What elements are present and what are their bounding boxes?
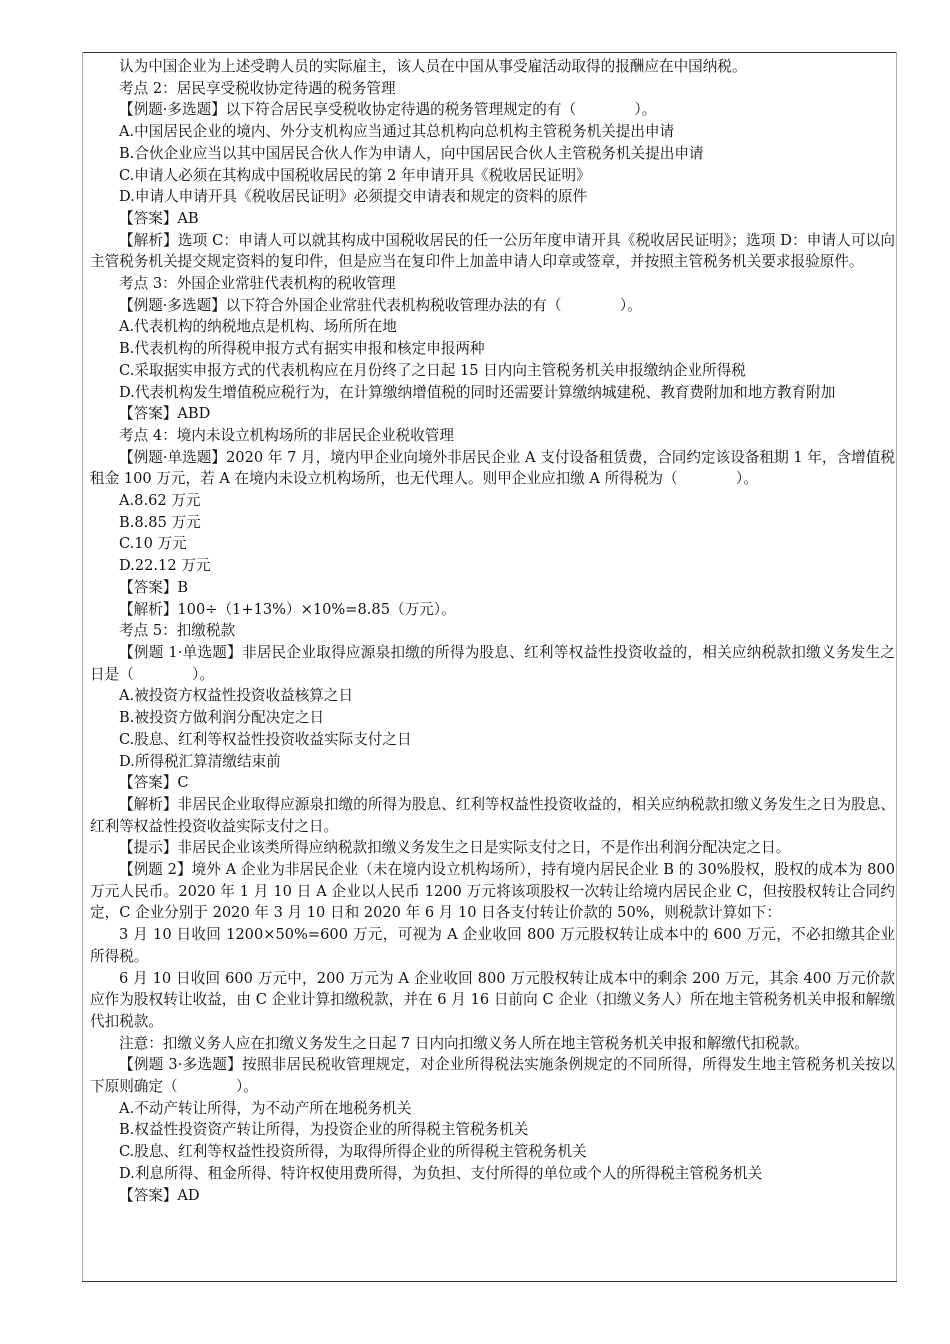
option-c: C.股息、红利等权益性投资所得，为取得所得企业的所得税主管税务机关 <box>119 1143 587 1161</box>
option-a: A.代表机构的纳税地点是机构、场所所在地 <box>119 318 397 336</box>
option-b: B.合伙企业应当以其中国居民合伙人作为申请人，向中国居民合伙人主管税务机关提出申请 <box>119 144 704 162</box>
question-stem: 【例题 3·多选题】按照非居民税收管理规定，对企业所得税法实施条例规定的不同所得，所得发生地主管税务机关按以下原则确定（ ）。 <box>90 1056 895 1096</box>
note: 注意：扣缴义务人应在扣缴义务发生之日起 7 日内向扣缴义务人所在地主管税务机关申报和解缴代扣税款。 <box>119 1034 809 1052</box>
option-d: D.代表机构发生增值税应税行为，在计算缴纳增值税的同时还需要计算缴纳城建税、教育费附加和地方教育附加 <box>119 383 836 401</box>
right-border <box>896 52 897 1282</box>
option-a: A.不动产转让所得，为不动产所在地税务机关 <box>119 1099 412 1117</box>
explanation: 【解析】非居民企业取得应源泉扣缴的所得为股息、红利等权益性投资收益的，相关应纳税款扣缴义务发生之日为股息、红利等权益性投资收益实际支付之日。 <box>90 795 895 835</box>
explanation: 【解析】选项 C：申请人可以就其构成中国税收居民的任一公历年度申请开具《税收居民证明》；选项 D：申请人可以向主管税务机关提交规定资料的复印件，但是应当在复印件上加盖申请人印章或签章，并按照主管税务机关要求报验原件。 <box>90 231 895 271</box>
option-b: B.代表机构的所得税申报方式有据实申报和核定申报两种 <box>119 340 485 358</box>
option-c: C.采取据实申报方式的代表机构应在月份终了之日起 15 日内向主管税务机关申报缴纳企业所得税 <box>119 361 746 379</box>
option-b: B.8.85 万元 <box>119 513 201 531</box>
option-c: C.申请人必须在其构成中国税收居民的第 2 年申请开具《税收居民证明》 <box>119 166 591 184</box>
question-stem: 【例题·多选题】以下符合外国企业常驻代表机构税收管理办法的有（ ）。 <box>119 296 642 314</box>
option-c: C.股息、红利等权益性投资收益实际支付之日 <box>119 730 412 748</box>
explanation: 【解析】100÷（1+13%）×10%=8.85（万元）。 <box>119 600 456 618</box>
option-d: D.所得税汇算清缴结束前 <box>119 752 281 770</box>
answer: 【答案】B <box>119 578 189 596</box>
option-b: B.权益性投资资产转让所得，为投资企业的所得税主管税务机关 <box>119 1121 529 1139</box>
footer-rule <box>82 1281 897 1282</box>
answer: 【答案】AD <box>119 1186 200 1204</box>
section-heading: 考点 3：外国企业常驻代表机构的税收管理 <box>119 275 396 293</box>
option-d: D.申请人申请开具《税收居民证明》必须提交申请表和规定的资料的原件 <box>119 188 588 206</box>
answer: 【答案】C <box>119 774 189 792</box>
question-stem: 【例题·单选题】2020 年 7 月，境内甲企业向境外非居民企业 A 支付设备租赁费，合同约定该设备租期 1 年，含增值税租金 100 万元，若 A 在境内未设立机构场所，也无代理人。则甲企业应扣缴 A 所得税为（ ）。 <box>90 448 895 488</box>
section-heading: 考点 4：境内未设立机构场所的非居民企业税收管理 <box>119 426 454 444</box>
document-body <box>90 56 895 1206</box>
option-a: A.8.62 万元 <box>119 492 201 510</box>
calculation-step: 6 月 10 日收回 600 万元中，200 万元为 A 企业收回 800 万元股权转让成本中的剩余 200 万元，其余 400 万元价款应作为股权转让收益，由 C 企业计算扣缴税款，并在 6 月 16 日前向 C 企业（扣缴义务人）所在地主管税务机关申报和解缴代扣税款。 <box>90 969 895 1030</box>
option-a: A.被投资方权益性投资收益核算之日 <box>119 687 354 705</box>
left-border <box>82 52 83 1282</box>
option-b: B.被投资方做利润分配决定之日 <box>119 709 325 727</box>
text-line: 认为中国企业为上述受聘人员的实际雇主，该人员在中国从事受雇活动取得的报酬应在中国纳税。 <box>119 58 747 75</box>
question-stem: 【例题 1·单选题】非居民企业取得应源泉扣缴的所得为股息、红利等权益性投资收益的，相关应纳税款扣缴义务发生之日是（ ）。 <box>90 643 895 683</box>
option-a: A.中国居民企业的境内、外分支机构应当通过其总机构向总机构主管税务机关提出申请 <box>119 123 675 141</box>
header-rule <box>82 52 897 53</box>
calculation-step: 3 月 10 日收回 1200×50%=600 万元，可视为 A 企业收回 800 万元股权转让成本中的 600 万元，不必扣缴其企业所得税。 <box>90 926 895 965</box>
option-d: D.利息所得、租金所得、特许权使用费所得，为负担、支付所得的单位或个人的所得税主管税务机关 <box>119 1164 763 1182</box>
question-stem: 【例题·多选题】以下符合居民享受税收协定待遇的税务管理规定的有（ ）。 <box>119 101 657 119</box>
option-d: D.22.12 万元 <box>119 557 211 575</box>
section-heading: 考点 5：扣缴税款 <box>119 622 236 640</box>
example-stem: 【例题 2】境外 A 企业为非居民企业（未在境内设立机构场所），持有境内居民企业 B 的 30%股权，股权的成本为 800 万元人民币。2020 年 1 月 10 日 A 企业以人民币 1200 万元将该项股权一次转让给境内居民企业 C，但按股权转让合同约定，C 企业分别于 2020 年 3 月 10 日和 2020 年 6 月 10 日各支付转让价款的 50%，则税款计算如下： <box>90 861 895 922</box>
tip: 【提示】非居民企业该类所得应纳税款扣缴义务发生之日是实际支付之日，不是作出利润分配决定之日。 <box>119 839 791 857</box>
answer: 【答案】ABD <box>119 405 211 423</box>
answer: 【答案】AB <box>119 209 199 227</box>
option-c: C.10 万元 <box>119 535 187 553</box>
section-heading: 考点 2：居民享受税收协定待遇的税务管理 <box>119 79 396 97</box>
